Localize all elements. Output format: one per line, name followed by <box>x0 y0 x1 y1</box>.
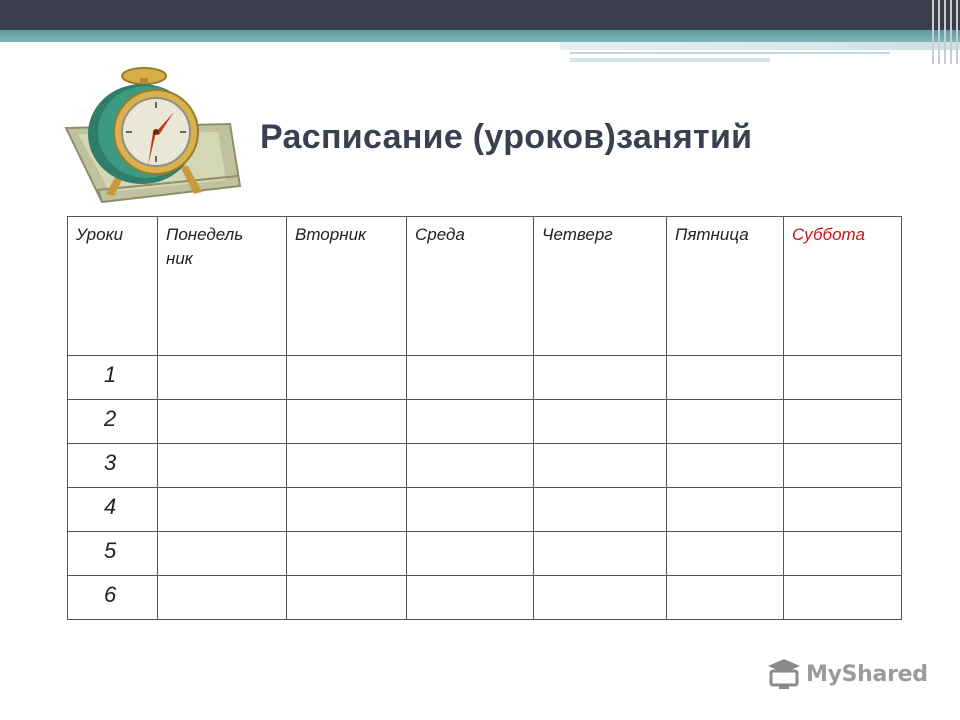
top-decor-band <box>0 0 960 30</box>
table-row <box>68 444 902 488</box>
schedule-cell <box>158 444 287 488</box>
schedule-cell <box>407 444 534 488</box>
schedule-cell <box>407 488 534 532</box>
top-teal-stripe <box>0 30 960 42</box>
schedule-cell <box>407 576 534 620</box>
header-row <box>68 217 902 356</box>
table-row <box>68 400 902 444</box>
schedule-cell <box>534 576 667 620</box>
schedule-cell <box>667 444 784 488</box>
schedule-cell <box>287 532 407 576</box>
schedule-cell <box>534 356 667 400</box>
header-thursday: Четверг <box>534 217 667 356</box>
schedule-cell <box>534 532 667 576</box>
lesson-number: 5 <box>68 532 158 576</box>
schedule-cell <box>784 532 902 576</box>
table-row <box>68 532 902 576</box>
schedule-cell <box>534 444 667 488</box>
header-lessons: Уроки <box>68 217 158 356</box>
schedule-cell <box>158 400 287 444</box>
table-row <box>68 576 902 620</box>
schedule-cell <box>407 532 534 576</box>
schedule-cell <box>158 532 287 576</box>
schedule-cell <box>158 356 287 400</box>
schedule-cell <box>158 488 287 532</box>
schedule-cell <box>534 400 667 444</box>
schedule-cell <box>784 488 902 532</box>
header-monday: Понедель ник <box>158 217 287 356</box>
schedule-cell <box>287 488 407 532</box>
top-accent-line <box>570 58 770 62</box>
schedule-cell <box>667 532 784 576</box>
schedule-cell <box>784 444 902 488</box>
schedule-table <box>67 216 902 620</box>
watermark <box>766 656 928 692</box>
schedule-cell <box>287 444 407 488</box>
lesson-number: 6 <box>68 576 158 620</box>
table-row <box>68 356 902 400</box>
schedule-cell <box>287 400 407 444</box>
page-title: Расписание (уроков)занятий <box>260 118 753 156</box>
alarm-clock-icon <box>58 62 248 212</box>
header-tuesday: Вторник <box>287 217 407 356</box>
schedule-cell <box>407 356 534 400</box>
schedule-cell <box>158 576 287 620</box>
schedule-cell <box>287 576 407 620</box>
schedule-cell <box>667 488 784 532</box>
lesson-number: 2 <box>68 400 158 444</box>
schedule-cell <box>784 400 902 444</box>
table-row <box>68 488 902 532</box>
header-wednesday: Среда <box>407 217 534 356</box>
lesson-number: 1 <box>68 356 158 400</box>
schedule-cell <box>407 400 534 444</box>
watermark-text: MyShared <box>806 661 928 687</box>
schedule-cell <box>534 488 667 532</box>
header-saturday: Суббота <box>784 217 902 356</box>
lesson-number: 3 <box>68 444 158 488</box>
top-teal-fade <box>560 42 960 50</box>
schedule-cell <box>667 356 784 400</box>
schedule-cell <box>784 576 902 620</box>
corner-stripes <box>928 0 960 64</box>
lesson-number: 4 <box>68 488 158 532</box>
schedule-cell <box>667 400 784 444</box>
header-friday: Пятница <box>667 217 784 356</box>
schedule-cell <box>287 356 407 400</box>
schedule-cell <box>667 576 784 620</box>
schedule-cell <box>784 356 902 400</box>
mortarboard-monitor-icon <box>766 657 802 691</box>
top-accent-line <box>570 52 890 54</box>
